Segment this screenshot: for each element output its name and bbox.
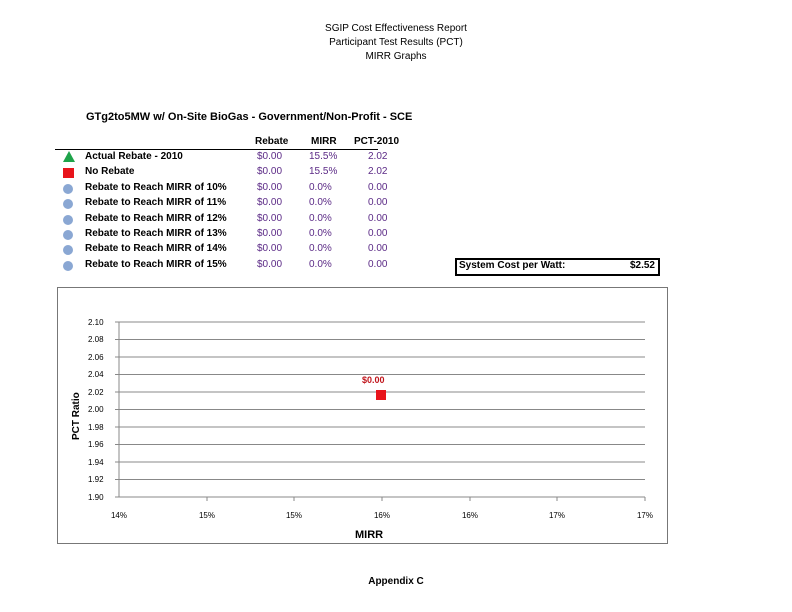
scenario-title: GTg2to5MW w/ On-Site BioGas - Government/Non-Profit - SCE xyxy=(86,111,413,123)
y-tick: 1.92 xyxy=(88,475,104,484)
system-cost-value: $2.52 xyxy=(629,260,655,271)
table-row: Rebate to Reach MIRR of 11% $0.00 0.0% 0.00 xyxy=(55,197,395,212)
system-cost-label: System Cost per Watt: xyxy=(459,260,566,271)
y-tick: 2.02 xyxy=(88,388,104,397)
y-tick: 1.96 xyxy=(88,440,104,449)
y-tick: 1.98 xyxy=(88,423,104,432)
y-tick: 2.10 xyxy=(88,318,104,327)
table-row: No Rebate $0.00 15.5% 2.02 xyxy=(55,166,395,181)
x-tick: 16% xyxy=(461,511,478,520)
y-tick: 2.06 xyxy=(88,353,104,362)
col-header-rebate: Rebate xyxy=(255,136,289,147)
table-row: Rebate to Reach MIRR of 15% $0.00 0.0% 0.00 xyxy=(55,259,395,274)
footer-appendix: Appendix C xyxy=(368,576,424,587)
report-title: SGIP Cost Effectiveness Report xyxy=(325,23,467,34)
y-tick: 1.94 xyxy=(88,458,104,467)
table-row: Rebate to Reach MIRR of 14% $0.00 0.0% 0.00 xyxy=(55,243,395,258)
x-axis-title: MIRR xyxy=(355,529,384,541)
y-tick: 2.08 xyxy=(88,335,104,344)
data-point-no-rebate xyxy=(376,390,386,400)
x-tick: 15% xyxy=(198,511,215,520)
table-row: Actual Rebate - 2010 $0.00 15.5% 2.02 xyxy=(55,151,395,166)
col-header-pct: PCT-2010 xyxy=(354,136,400,147)
x-tick: 15% xyxy=(285,511,302,520)
report-section: MIRR Graphs xyxy=(365,51,427,62)
x-tick: 16% xyxy=(373,511,390,520)
data-point-label: $0.00 xyxy=(362,375,385,385)
y-tick: 2.04 xyxy=(88,370,104,379)
y-tick: 1.90 xyxy=(88,493,104,502)
y-tick: 2.00 xyxy=(88,405,104,414)
x-tick: 17% xyxy=(636,511,653,520)
table-row: Rebate to Reach MIRR of 12% $0.00 0.0% 0.00 xyxy=(55,213,395,228)
col-header-mirr: MIRR xyxy=(311,136,337,147)
table-row: Rebate to Reach MIRR of 13% $0.00 0.0% 0.00 xyxy=(55,228,395,243)
x-tick: 17% xyxy=(548,511,565,520)
x-tick: 14% xyxy=(110,511,127,520)
y-axis-title: PCT Ratio xyxy=(71,392,82,440)
report-subtitle: Participant Test Results (PCT) xyxy=(329,37,463,48)
table-row: Rebate to Reach MIRR of 10% $0.00 0.0% 0.00 xyxy=(55,182,395,197)
